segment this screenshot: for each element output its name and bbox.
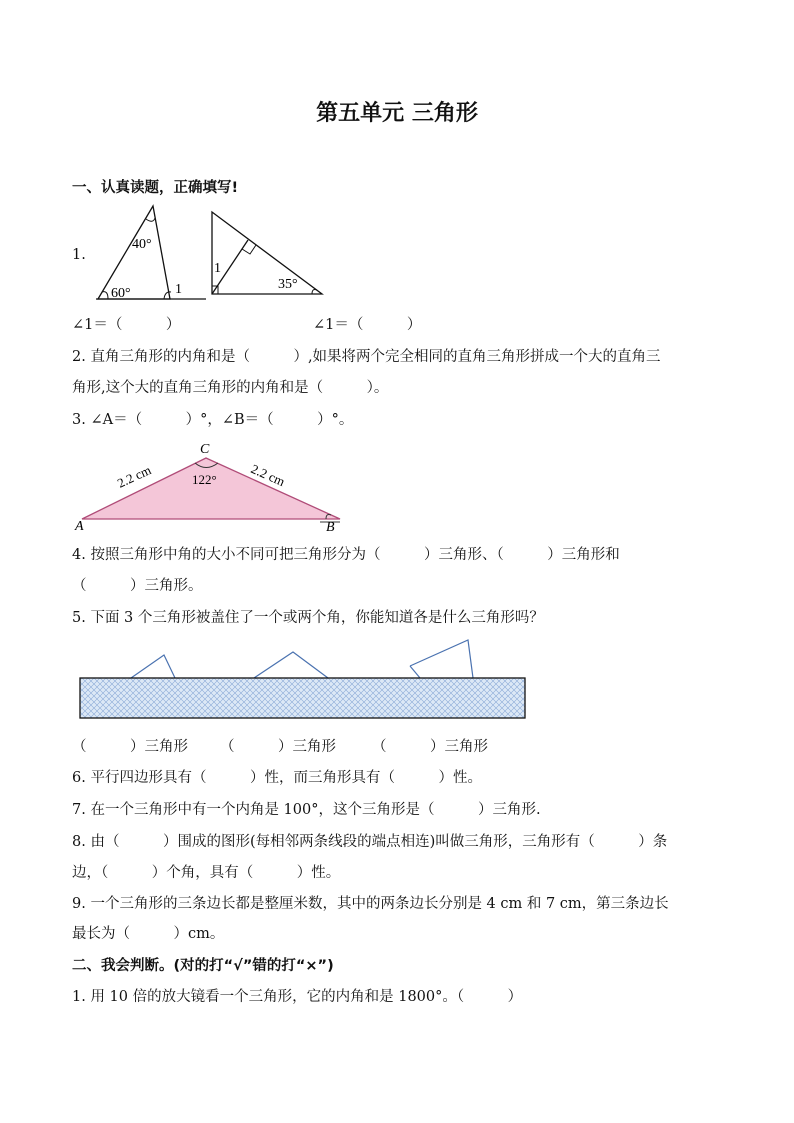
q3-triangle-figure — [72, 436, 352, 534]
q3-line-1: 3. ∠A＝（ ）°，∠B＝（ ）°。 — [72, 412, 354, 428]
q5-triangle-3-edge — [410, 666, 420, 678]
q7-line-1: 7. 在一个三角形中有一个内角是 100°，这个三角形是（ ）三角形. — [72, 802, 541, 818]
q3-side-right: 2.2 cm — [248, 461, 288, 490]
q5-answer-3: （ ）三角形 — [372, 739, 488, 755]
q1-tri1-ext-label: 1 — [175, 282, 182, 297]
q9-line-1: 9. 一个三角形的三条边长都是整厘米数，其中的两条边长分别是 4 cm 和 7 cm，第三条边长 — [72, 896, 669, 912]
q5-triangle-1-tip — [131, 655, 175, 678]
q1-tri2-base-angle: 35° — [278, 277, 298, 292]
q9-line-2: 最长为（ ）cm。 — [72, 926, 225, 942]
page-title: 第五单元 三角形 — [316, 101, 478, 126]
section-heading-2: 二、我会判断。(对的打“√”错的打“×”) — [72, 958, 334, 974]
q1-answer-2: ∠1＝（ ） — [313, 317, 422, 333]
judge-q1-line-1: 1. 用 10 倍的放大镜看一个三角形，它的内角和是 1800°。（ ） — [72, 989, 523, 1005]
q5-triangle-3-tip — [410, 640, 473, 678]
q1-tri1-outline — [98, 206, 170, 299]
q1-tri1-base-angle: 60° — [111, 286, 131, 301]
q5-line-1: 5. 下面 3 个三角形被盖住了一个或两个角，你能知道各是什么三角形吗？ — [72, 610, 544, 626]
q5-answer-1: （ ）三角形 — [72, 739, 188, 755]
q1-tri2-base-arc — [312, 290, 317, 295]
q3-angle-c-value: 122° — [192, 472, 217, 487]
q1-tri2-angle-label: 1 — [214, 261, 221, 276]
q1-tri2-outline — [212, 212, 322, 294]
q1-triangle-1-figure — [92, 202, 212, 304]
q3-side-left: 2.2 cm — [114, 462, 154, 491]
q4-line-1: 4. 按照三角形中角的大小不同可把三角形分为（ ）三角形、（ ）三角形和 — [72, 547, 620, 563]
q5-triangle-2-tip — [254, 652, 328, 678]
q1-number: 1. — [72, 247, 86, 263]
q1-tri1-base-arc — [102, 292, 108, 299]
q1-tri1-top-angle: 40° — [132, 237, 152, 252]
q5-cover-strip — [80, 678, 525, 718]
q1-tri1-top-arc — [146, 218, 155, 221]
q5-covered-triangles-figure — [76, 636, 530, 722]
q2-line-2: 角形,这个大的直角三角形的内角和是（ ）。 — [72, 380, 389, 396]
q2-line-1: 2. 直角三角形的内角和是（ ）,如果将两个完全相同的直角三角形拼成一个大的直角三 — [72, 349, 661, 365]
q5-answer-2: （ ）三角形 — [220, 739, 336, 755]
q8-line-2: 边，（ ）个角，具有（ ）性。 — [72, 865, 341, 881]
q8-line-1: 8. 由（ ）围成的图形(每相邻两条线段的端点相连)叫做三角形，三角形有（ ）条 — [72, 834, 668, 850]
q3-label-c: C — [200, 442, 210, 457]
q1-triangle-2-figure — [206, 208, 328, 298]
q1-answer-1: ∠1＝（ ） — [72, 317, 181, 333]
section-heading-1: 一、认真读题，正确填写! — [72, 180, 239, 196]
q3-label-a: A — [75, 519, 84, 534]
q3-label-b: B — [326, 520, 335, 534]
q4-line-2: （ ）三角形。 — [72, 578, 203, 594]
q6-line-1: 6. 平行四边形具有（ ）性，而三角形具有（ ）性。 — [72, 770, 482, 786]
